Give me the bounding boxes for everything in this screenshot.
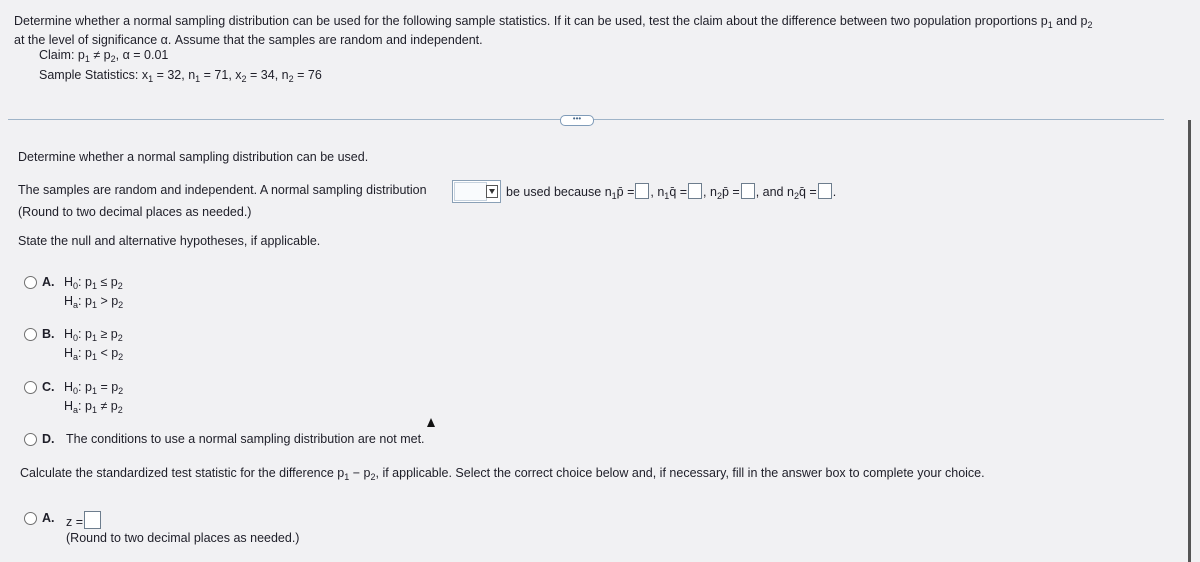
option-a-letter: A. <box>42 275 55 289</box>
option-d-text: The conditions to use a normal sampling distribution are not met. <box>66 432 425 446</box>
sample-statistics: Sample Statistics: $x_1 = 32$, $n_1 = 71$, $x_2 = 34$, $n_2 = 76$ <box>39 68 322 84</box>
round-note-1: (Round to two decimal places as needed.) <box>18 205 252 219</box>
z-label: z = <box>66 511 102 529</box>
z-option-a-letter: A. <box>42 511 55 525</box>
normal-distribution-heading: Determine whether a normal sampling distribution can be used. <box>18 150 369 164</box>
option-b-ha: $H_a$: $p_1 < p_2$ <box>64 346 124 362</box>
round-note-2: (Round to two decimal places as needed.) <box>66 531 300 545</box>
n1p-answer-box[interactable] <box>635 183 649 199</box>
chevron-down-icon <box>486 185 498 198</box>
claim-text: Claim: $p_1 \ne p_2$, α = 0.01 <box>39 48 169 64</box>
option-a-ha: $H_a$: $p_1 > p_2$ <box>64 294 124 310</box>
sentence-before-select: The samples are random and independent. A normal sampling distribution <box>18 183 427 197</box>
n1q-answer-box[interactable] <box>688 183 702 199</box>
mouse-cursor-icon <box>427 418 435 427</box>
more-options-button[interactable]: ••• <box>560 115 594 126</box>
dropdown-value <box>454 182 487 201</box>
option-d-letter: D. <box>42 432 55 446</box>
option-a-h0: $H_0$: $p_1 \le p_2$ <box>64 275 123 291</box>
sentence-after-select: be used because $n_1p̄$ = , $n_1q̄$ = , $n_2p̄$ = , and $n_2q̄$ = . <box>506 185 837 201</box>
option-d-radio[interactable] <box>24 433 37 446</box>
option-c-radio[interactable] <box>24 381 37 394</box>
n2q-answer-box[interactable] <box>818 183 832 199</box>
z-answer-box[interactable] <box>84 511 101 529</box>
option-c-h0: $H_0$: $p_1 = p_2$ <box>64 380 124 396</box>
option-c-letter: C. <box>42 380 55 394</box>
option-b-h0: $H_0$: $p_1 \ge p_2$ <box>64 327 123 343</box>
option-b-letter: B. <box>42 327 55 341</box>
option-b-radio[interactable] <box>24 328 37 341</box>
option-a-radio[interactable] <box>24 276 37 289</box>
can-cannot-dropdown[interactable] <box>452 180 501 203</box>
test-statistic-heading: Calculate the standardized test statistic for the difference $p_1 - p_2$, if applicable. Select the correct choice below and, if necessary, fill in the answer box to complete your choice. <box>20 466 985 482</box>
n2p-answer-box[interactable] <box>741 183 755 199</box>
hypotheses-heading: State the null and alternative hypotheses, if applicable. <box>18 234 321 248</box>
window-edge <box>1188 120 1191 562</box>
z-option-a-radio[interactable] <box>24 512 37 525</box>
option-c-ha: $H_a$: $p_1 \ne p_2$ <box>64 399 123 415</box>
problem-line-2: at the level of significance α. Assume that the samples are random and independent. <box>14 33 483 47</box>
problem-line-1: Determine whether a normal sampling distribution can be used for the following sample statistics. If it can be used, test the claim about the difference between two population proportions $p_1$ and $p_2$ <box>14 14 1093 30</box>
